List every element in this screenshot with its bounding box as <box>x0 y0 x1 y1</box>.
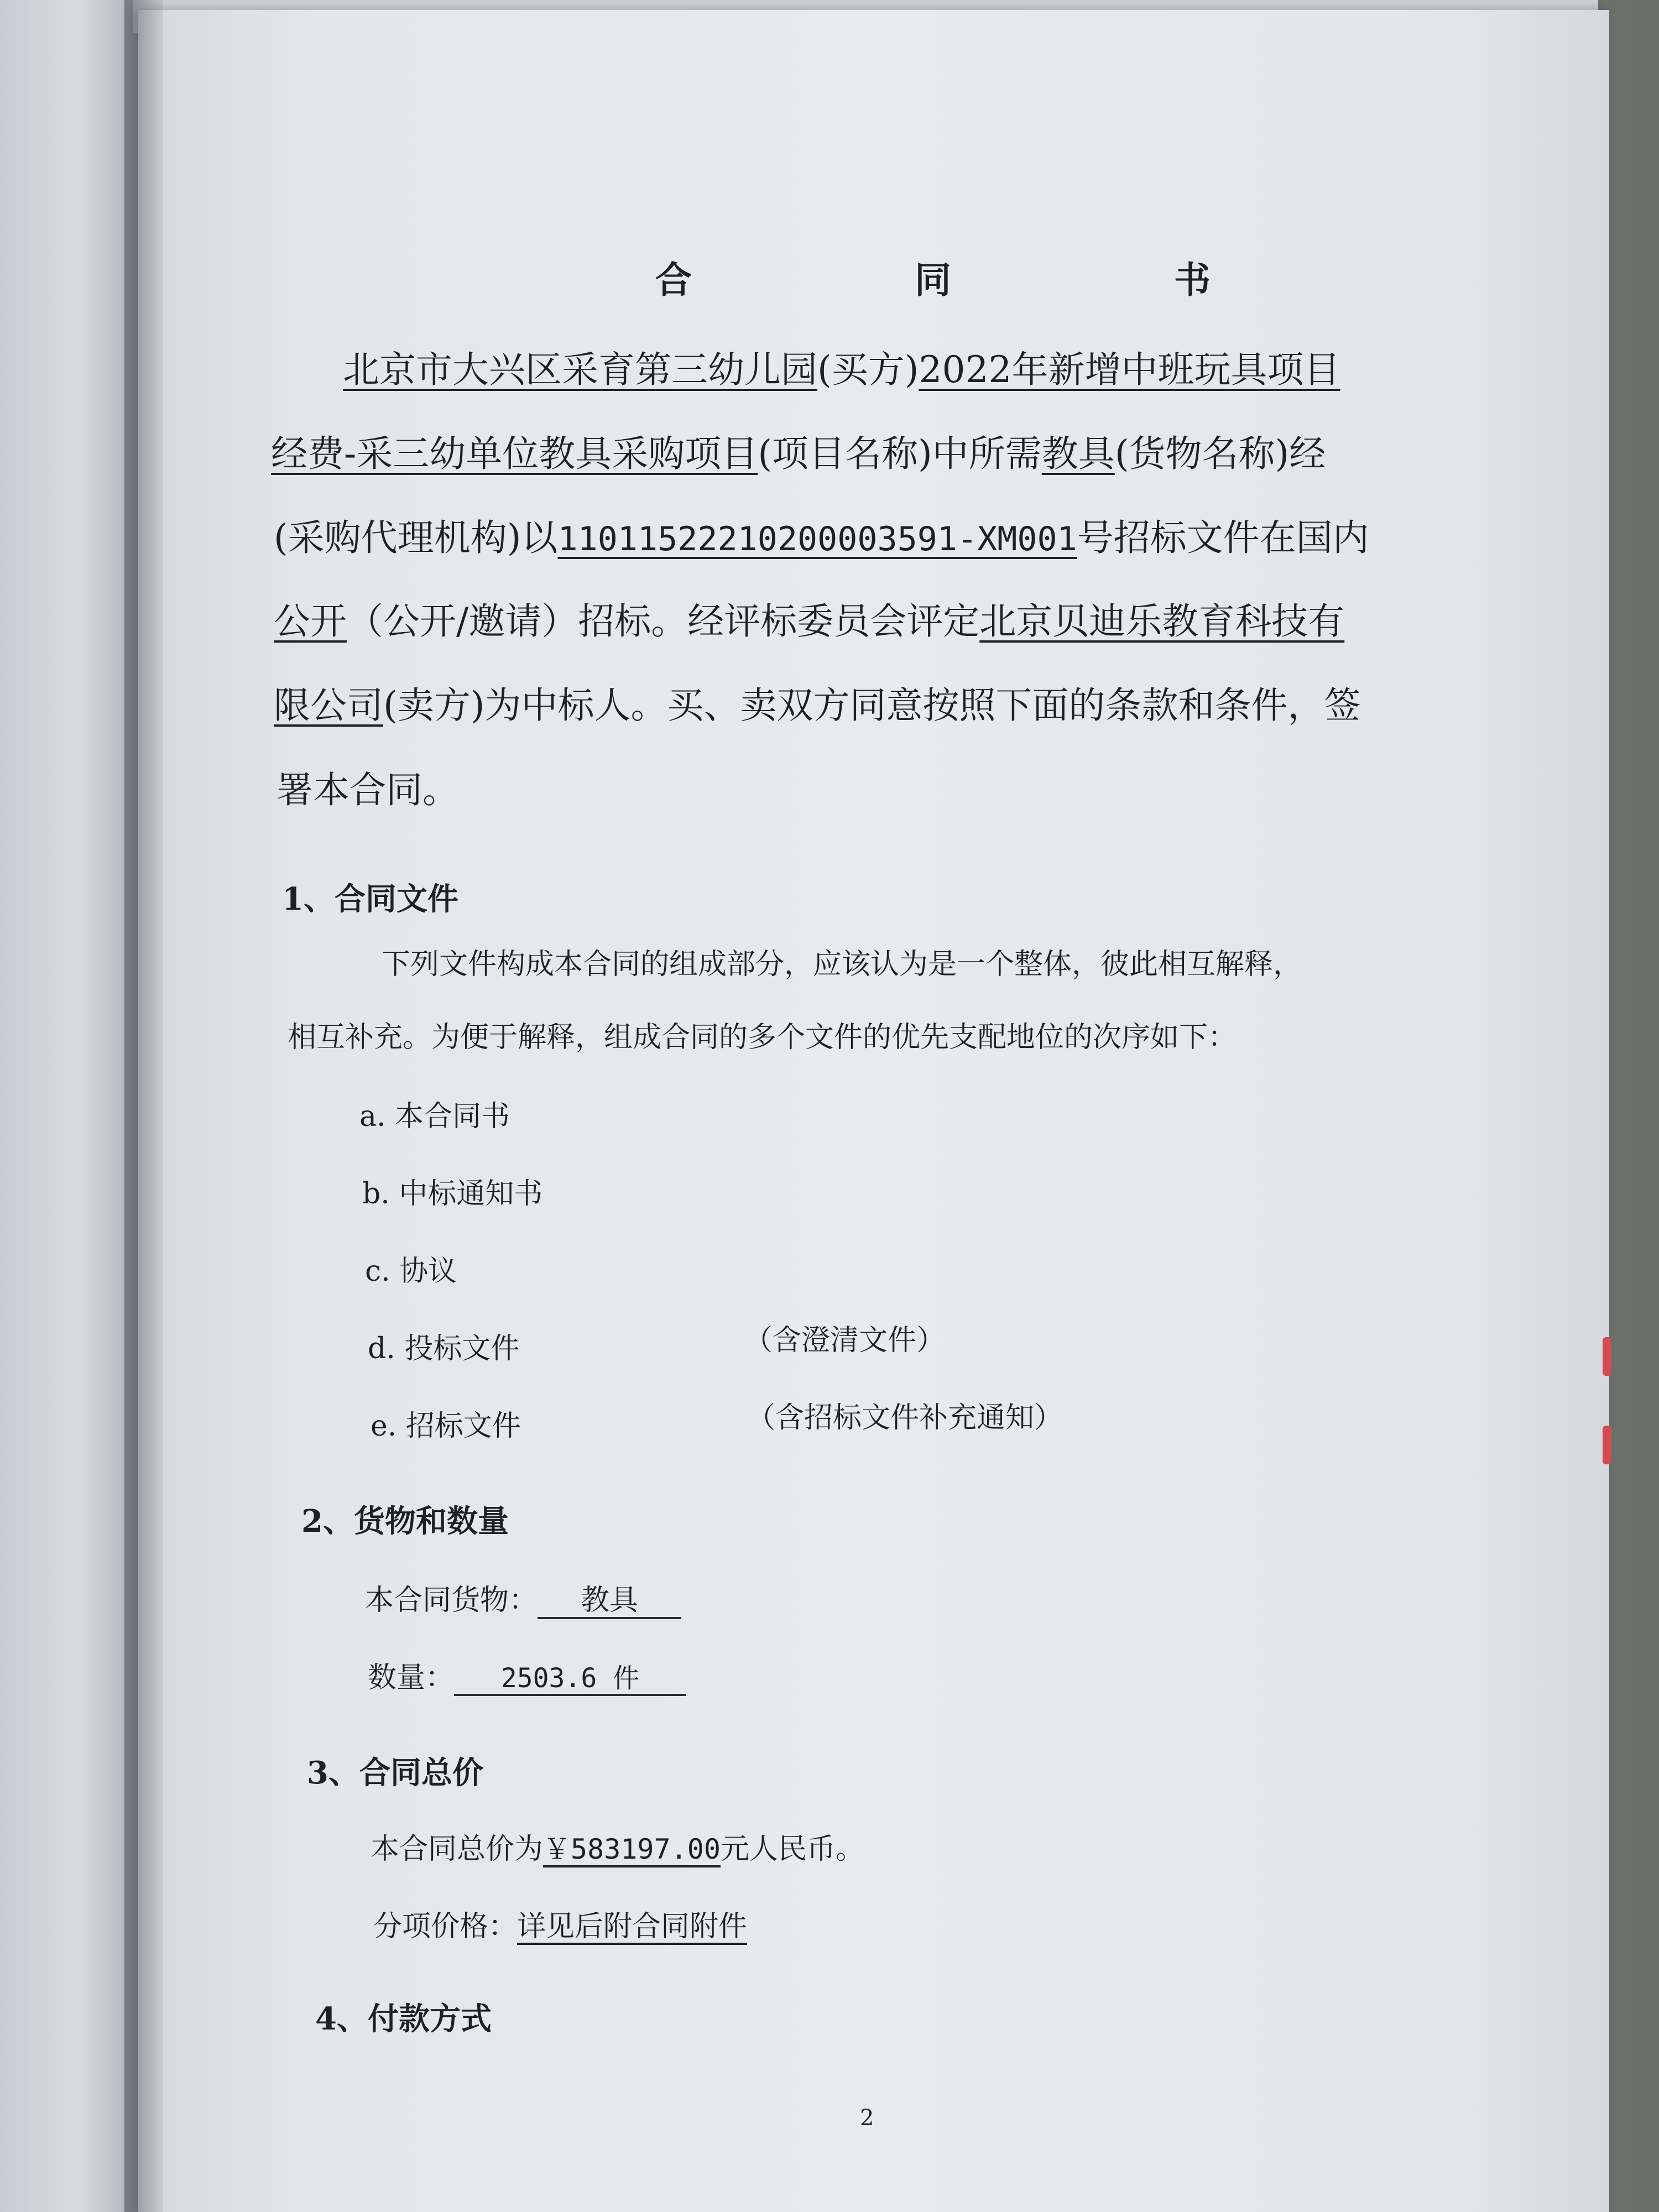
quantity-label: 数量： <box>368 1661 455 1694</box>
intro-line-4 <box>274 600 1345 643</box>
section2-heading: 2、货物和数量 <box>301 1503 509 1540</box>
project-label: (项目名称)中所需 <box>758 432 1042 475</box>
goods-label: (货物名称)经 <box>1114 432 1326 475</box>
section1-para-line2: 相互补充。为便于解释，组成合同的多个文件的优先支配地位的次序如下： <box>288 1021 1237 1054</box>
total-prefix: 本合同总价为 <box>371 1833 544 1866</box>
intro-line-5 <box>274 684 1361 727</box>
red-tab-mark-upper <box>1603 1337 1611 1376</box>
section1-para-line1: 下列文件构成本合同的组成部分，应该认为是一个整体，彼此相互解释， <box>382 948 1302 981</box>
doc-item-e-note: （含招标文件补充通知） <box>747 1401 1063 1434</box>
doc-item-b: b. 中标通知书 <box>362 1177 543 1211</box>
goods-row-label: 本合同货物： <box>365 1584 538 1617</box>
section3-heading: 3、合同总价 <box>307 1755 483 1791</box>
intro-line-6: 署本合同。 <box>276 769 459 811</box>
agency-label: (采购代理机构)以 <box>274 517 558 559</box>
itemized-row <box>373 1912 747 1941</box>
doc-item-d: d. 投标文件 <box>368 1332 520 1365</box>
contract-page <box>138 10 1609 2212</box>
tender-method: 公开 <box>274 600 347 643</box>
method-label: （公开/邀请）招标。经评标委员会评定 <box>347 600 980 643</box>
buyer-role: (买方) <box>817 348 919 391</box>
goods-row-value: 教具 <box>538 1586 681 1619</box>
winner-name-part2: 限公司 <box>274 684 383 727</box>
quantity-value: 2503.6 件 <box>454 1665 686 1696</box>
total-row <box>371 1835 864 1864</box>
red-tab-mark-lower <box>1603 1426 1611 1464</box>
winner-label: (卖方)为中标人。买、卖双方同意按照下面的条款和条件，签 <box>383 684 1361 727</box>
binding-gutter-shadow <box>124 0 163 2212</box>
section4-heading: 4、付款方式 <box>315 2001 492 2037</box>
tender-number: 11011522210200003591-XM001 <box>557 520 1077 559</box>
doc-item-c: c. 协议 <box>365 1255 457 1288</box>
page-number: 2 <box>860 2105 874 2131</box>
itemized-value: 详见后附合同附件 <box>517 1910 748 1943</box>
total-value: ￥583197.00 <box>543 1833 721 1865</box>
tender-suffix: 号招标文件在国内 <box>1077 517 1369 559</box>
itemized-label: 分项价格： <box>373 1910 518 1943</box>
buyer-name: 北京市大兴区采育第三幼儿园 <box>343 348 817 391</box>
intro-line-2 <box>271 432 1326 475</box>
section1-heading: 1、合同文件 <box>282 881 458 917</box>
page-title: 合 同 书 <box>655 258 1316 301</box>
goods-row <box>365 1586 681 1619</box>
project-name-part1: 2022年新增中班玩具项目 <box>919 348 1340 391</box>
quantity-row <box>368 1663 686 1696</box>
doc-item-d-note: （含澄清文件） <box>744 1324 946 1357</box>
intro-line-3 <box>274 517 1369 559</box>
goods-name: 教具 <box>1041 432 1115 475</box>
project-name-part2: 经费-采三幼单位教具采购项目 <box>271 432 758 475</box>
intro-line-1 <box>343 348 1340 391</box>
doc-item-e: e. 招标文件 <box>371 1410 521 1443</box>
winner-name-part1: 北京贝迪乐教育科技有 <box>979 600 1345 643</box>
left-page <box>0 0 144 2212</box>
total-suffix: 元人民币。 <box>720 1833 864 1866</box>
doc-item-a: a. 本合同书 <box>359 1100 510 1133</box>
